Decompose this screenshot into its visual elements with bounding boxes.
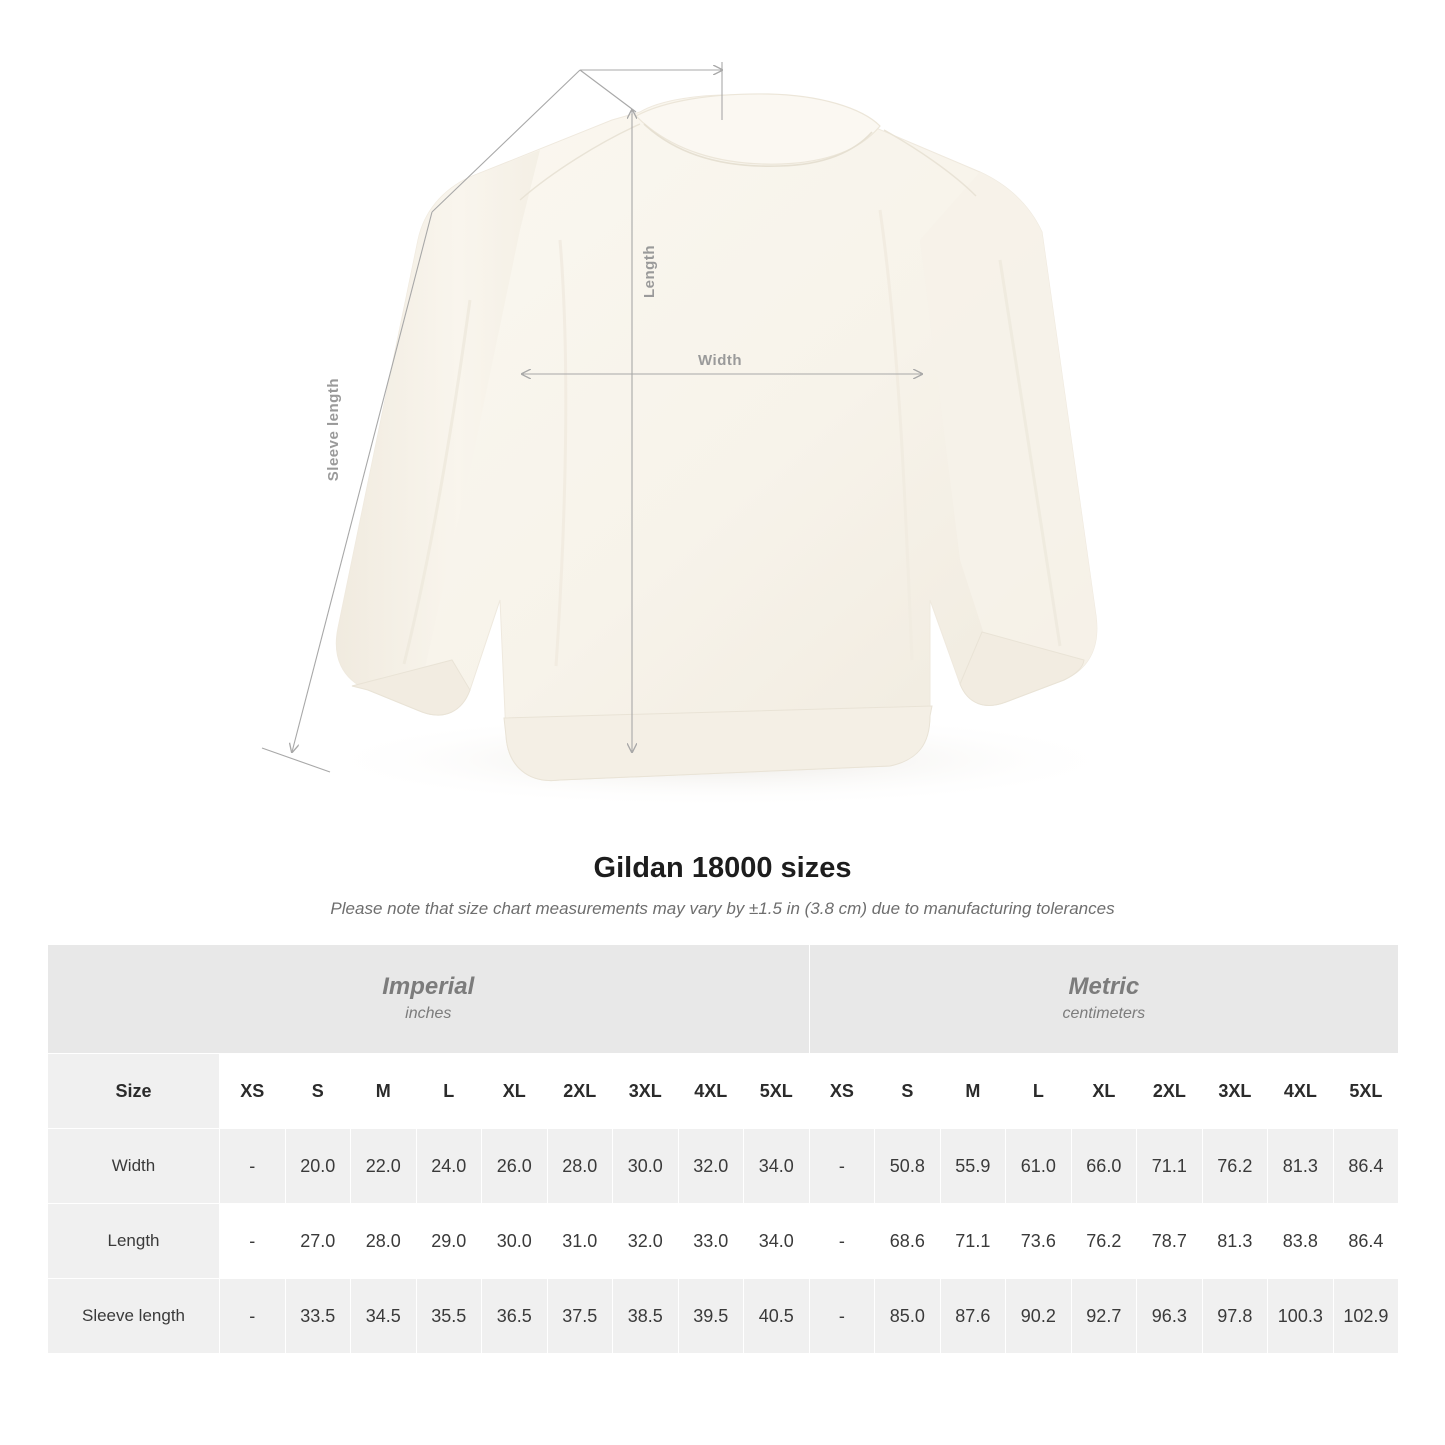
cell-sleeve-8: 40.5 — [744, 1279, 810, 1354]
cell-width-15: 76.2 — [1202, 1129, 1268, 1204]
cell-length-10: 68.6 — [875, 1204, 941, 1279]
width-dimension-label: Width — [698, 352, 743, 369]
cell-width-13: 66.0 — [1071, 1129, 1137, 1204]
cell-width-0: - — [220, 1129, 286, 1204]
cell-length-15: 81.3 — [1202, 1204, 1268, 1279]
header-col-5: 2XL — [547, 1054, 613, 1129]
header-col-9: XS — [809, 1054, 875, 1129]
cell-width-17: 86.4 — [1333, 1129, 1399, 1204]
cell-width-2: 22.0 — [351, 1129, 417, 1204]
cell-sleeve-13: 92.7 — [1071, 1279, 1137, 1354]
unit-header-row — [48, 945, 1399, 1054]
unit-header-metric — [809, 945, 1399, 1054]
cell-sleeve-11: 87.6 — [940, 1279, 1006, 1354]
table-row — [48, 1204, 1399, 1279]
header-col-4: XL — [482, 1054, 548, 1129]
cell-sleeve-16: 100.3 — [1268, 1279, 1334, 1354]
unit-name-imperial: Imperial — [382, 973, 475, 1000]
header-col-1: S — [285, 1054, 351, 1129]
cell-length-13: 76.2 — [1071, 1204, 1137, 1279]
cell-sleeve-17: 102.9 — [1333, 1279, 1399, 1354]
tolerance-note: Please note that size chart measurements may vary by ±1.5 in (3.8 cm) due to manufacturing tolerances — [330, 899, 1115, 918]
size-table — [47, 944, 1399, 1354]
cell-length-3: 29.0 — [416, 1204, 482, 1279]
cell-length-12: 73.6 — [1006, 1204, 1072, 1279]
cell-length-6: 32.0 — [613, 1204, 679, 1279]
cell-sleeve-7: 39.5 — [678, 1279, 744, 1354]
cell-sleeve-9: - — [809, 1279, 875, 1354]
header-col-15: 3XL — [1202, 1054, 1268, 1129]
cell-length-11: 71.1 — [940, 1204, 1006, 1279]
cell-length-17: 86.4 — [1333, 1204, 1399, 1279]
header-col-3: L — [416, 1054, 482, 1129]
cell-sleeve-6: 38.5 — [613, 1279, 679, 1354]
row-label-length: Length — [48, 1204, 220, 1279]
cell-length-7: 33.0 — [678, 1204, 744, 1279]
cell-width-12: 61.0 — [1006, 1129, 1072, 1204]
title-block — [0, 852, 1445, 919]
cell-length-1: 27.0 — [285, 1204, 351, 1279]
column-header-row — [48, 1054, 1399, 1129]
cell-width-11: 55.9 — [940, 1129, 1006, 1204]
header-col-12: L — [1006, 1054, 1072, 1129]
cell-length-5: 31.0 — [547, 1204, 613, 1279]
header-col-8: 5XL — [744, 1054, 810, 1129]
cell-length-0: - — [220, 1204, 286, 1279]
cell-sleeve-14: 96.3 — [1137, 1279, 1203, 1354]
cell-sleeve-10: 85.0 — [875, 1279, 941, 1354]
cell-width-10: 50.8 — [875, 1129, 941, 1204]
sweatshirt-shape — [336, 94, 1097, 781]
cell-width-5: 28.0 — [547, 1129, 613, 1204]
cell-sleeve-4: 36.5 — [482, 1279, 548, 1354]
cell-width-7: 32.0 — [678, 1129, 744, 1204]
cell-width-3: 24.0 — [416, 1129, 482, 1204]
cell-length-8: 34.0 — [744, 1204, 810, 1279]
cell-width-6: 30.0 — [613, 1129, 679, 1204]
sleeve-length-dimension-label: Sleeve length — [325, 378, 342, 482]
header-size: Size — [48, 1054, 220, 1129]
cell-width-4: 26.0 — [482, 1129, 548, 1204]
table-row — [48, 1129, 1399, 1204]
unit-name-metric: Metric — [1068, 973, 1140, 1000]
unit-sub-metric: centimeters — [1062, 1005, 1146, 1022]
header-col-11: M — [940, 1054, 1006, 1129]
header-col-16: 4XL — [1268, 1054, 1334, 1129]
header-col-0: XS — [220, 1054, 286, 1129]
row-label-width: Width — [48, 1129, 220, 1204]
cell-sleeve-3: 35.5 — [416, 1279, 482, 1354]
length-dimension-label: Length — [641, 245, 658, 298]
header-col-14: 2XL — [1137, 1054, 1203, 1129]
cell-length-4: 30.0 — [482, 1204, 548, 1279]
size-table-wrapper — [47, 944, 1398, 1354]
page-title: Gildan 18000 sizes — [593, 852, 852, 884]
header-col-17: 5XL — [1333, 1054, 1399, 1129]
unit-header-imperial — [48, 945, 810, 1054]
header-col-13: XL — [1071, 1054, 1137, 1129]
unit-sub-imperial: inches — [405, 1005, 452, 1022]
header-col-2: M — [351, 1054, 417, 1129]
cell-length-16: 83.8 — [1268, 1204, 1334, 1279]
cell-length-9: - — [809, 1204, 875, 1279]
header-col-6: 3XL — [613, 1054, 679, 1129]
cell-width-16: 81.3 — [1268, 1129, 1334, 1204]
table-row — [48, 1279, 1399, 1354]
header-col-7: 4XL — [678, 1054, 744, 1129]
cell-sleeve-5: 37.5 — [547, 1279, 613, 1354]
header-col-10: S — [875, 1054, 941, 1129]
cell-length-14: 78.7 — [1137, 1204, 1203, 1279]
cell-width-14: 71.1 — [1137, 1129, 1203, 1204]
cell-sleeve-1: 33.5 — [285, 1279, 351, 1354]
cell-sleeve-0: - — [220, 1279, 286, 1354]
row-label-sleeve-length: Sleeve length — [48, 1279, 220, 1354]
cell-sleeve-15: 97.8 — [1202, 1279, 1268, 1354]
cell-width-9: - — [809, 1129, 875, 1204]
cell-sleeve-2: 34.5 — [351, 1279, 417, 1354]
cell-width-1: 20.0 — [285, 1129, 351, 1204]
cell-length-2: 28.0 — [351, 1204, 417, 1279]
cell-width-8: 34.0 — [744, 1129, 810, 1204]
cell-sleeve-12: 90.2 — [1006, 1279, 1072, 1354]
